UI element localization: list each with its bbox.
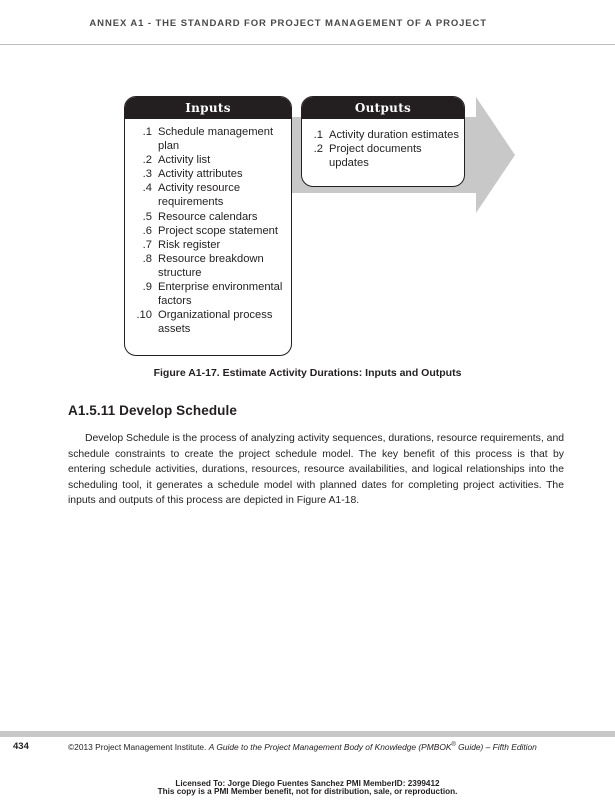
page-header: [0, 0, 615, 45]
item-number: .6: [142, 224, 152, 237]
item-text: Activity duration estimates: [329, 129, 459, 141]
list-item: [304, 142, 460, 170]
copyright-title: A Guide to the Project Management Body of Knowledge (PMBOK: [208, 742, 452, 752]
license-line-1: Licensed To: Jorge Diego Fuentes Sanchez PMI MemberID: 2399412: [175, 779, 440, 788]
item-number: .2: [142, 154, 152, 167]
item-text: Organizational process assets: [158, 309, 273, 336]
item-number: .2: [313, 143, 323, 156]
inputs-title: Inputs: [125, 97, 291, 119]
footer-divider: [0, 731, 615, 737]
list-item: [133, 153, 287, 167]
license-line-2: This copy is a PMI Member benefit, not for distribution, sale, or reproduction.: [157, 787, 458, 796]
outputs-box: [301, 96, 465, 187]
item-text: Activity list: [158, 154, 211, 167]
outputs-list: [302, 119, 464, 170]
item-number: .1: [142, 126, 152, 138]
item-number: .9: [142, 281, 152, 294]
list-item: [133, 167, 287, 181]
list-item: [133, 252, 287, 280]
item-text: Schedule management plan: [158, 126, 274, 153]
copyright-line: [68, 742, 537, 752]
copyright-suffix: Guide) – Fifth Edition: [455, 742, 537, 752]
section-heading: A1.5.11 Develop Schedule: [68, 403, 237, 418]
item-text: Project scope statement: [158, 224, 279, 237]
copyright-prefix: ©2013 Project Management Institute.: [68, 742, 209, 752]
item-text: Risk register: [158, 238, 221, 251]
list-item: [133, 280, 287, 308]
list-item: [133, 210, 287, 224]
item-text: Activity attributes: [158, 168, 243, 181]
item-text: Project documents updates: [329, 143, 422, 170]
inputs-list: [125, 119, 291, 336]
list-item: [133, 224, 287, 238]
figure-caption: Figure A1-17. Estimate Activity Durations: Inputs and Outputs: [153, 367, 462, 379]
item-number: .8: [142, 252, 152, 265]
registered-mark: ®: [451, 742, 456, 749]
item-number: .3: [142, 168, 152, 181]
outputs-title: Outputs: [302, 97, 464, 119]
item-number: .4: [142, 182, 152, 195]
body-paragraph: Develop Schedule is the process of analyzing activity sequences, durations, resource requirements, and schedule constraints to create the project schedule model. The key benefit of this process is that by entering schedule activities, durations, resources, resource availabilities, and logical relationships into the scheduling tool, it generates a schedule model with planned dates for completing project activities. The inputs and outputs of this process are depicted in Figure A1-18.: [68, 433, 564, 506]
item-text: Enterprise environmental factors: [158, 281, 283, 308]
list-item: [133, 238, 287, 252]
list-item: [133, 181, 287, 209]
item-number: .5: [142, 210, 152, 223]
item-text: Resource breakdown structure: [158, 252, 264, 279]
running-header-title: ANNEX A1 - THE STANDARD FOR PROJECT MANAGEMENT OF A PROJECT: [89, 18, 487, 29]
list-item: [133, 308, 287, 336]
item-text: Activity resource requirements: [158, 182, 241, 209]
item-number: .1: [313, 129, 323, 141]
list-item: [304, 128, 460, 142]
item-number: .7: [142, 238, 152, 251]
item-number: .10: [136, 309, 152, 322]
page-number: 434: [13, 741, 29, 752]
list-item: [133, 125, 287, 153]
inputs-box: [124, 96, 292, 356]
item-text: Resource calendars: [158, 210, 258, 223]
